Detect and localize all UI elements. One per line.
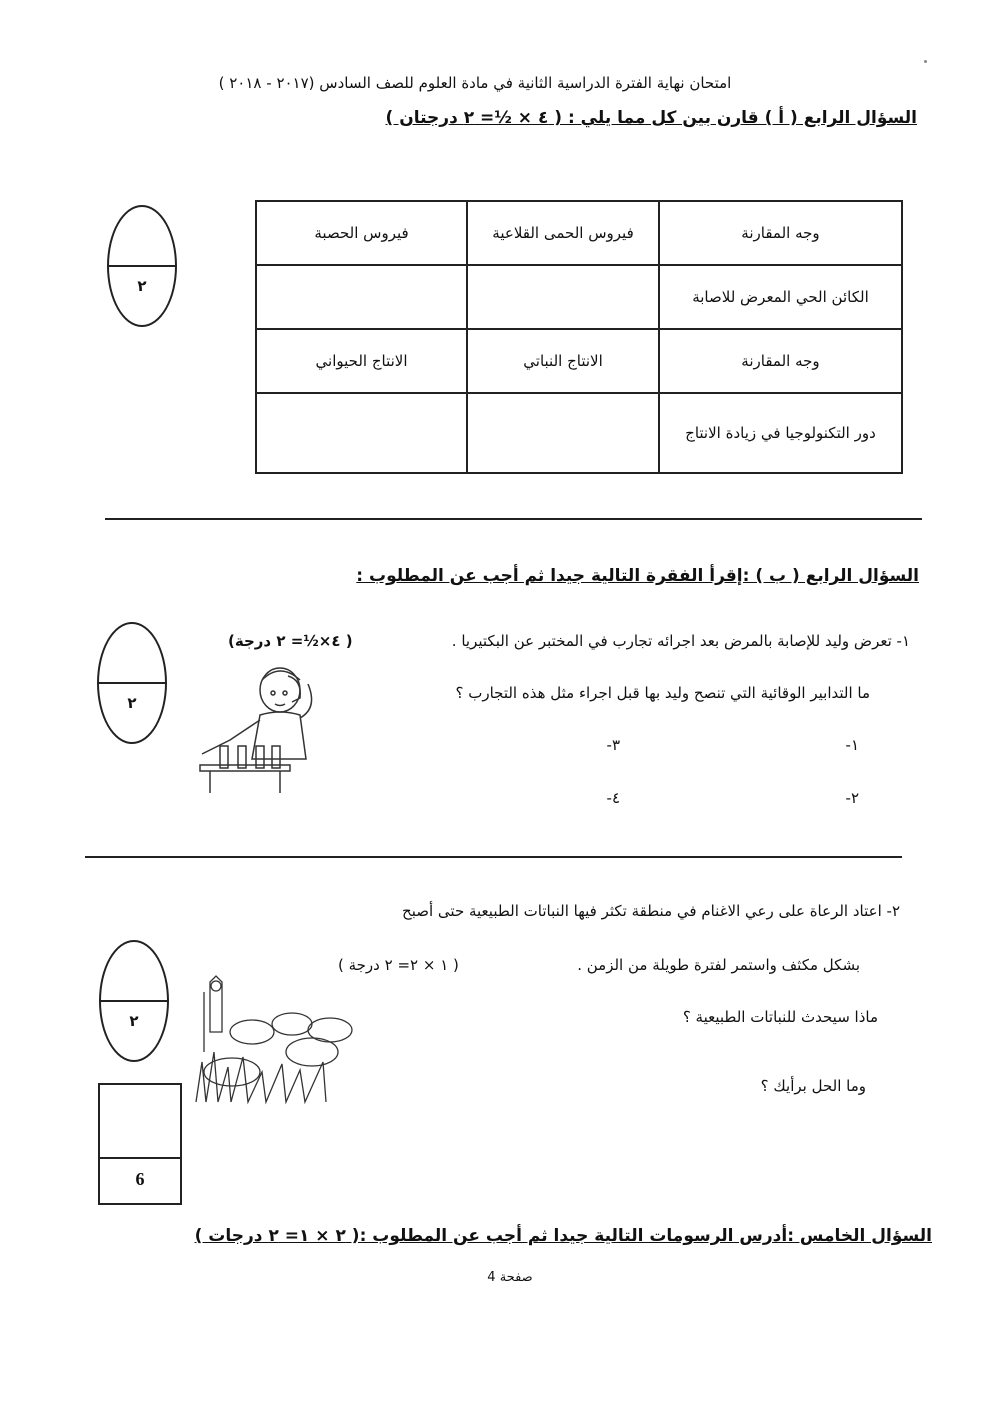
- table-cell: فيروس الحمى القلاعية: [467, 201, 659, 265]
- answer-cell[interactable]: [467, 265, 659, 329]
- table-cell: وجه المقارنة: [659, 201, 902, 265]
- answer-line-4[interactable]: ٤-: [606, 789, 620, 807]
- section-divider: [105, 518, 922, 520]
- score-value: ٢: [137, 277, 147, 295]
- answer-cell[interactable]: [467, 393, 659, 473]
- item2-question-1: ماذا سيحدث للنباتات الطبيعية ؟: [682, 1008, 878, 1026]
- score-oval-q4b-2: [99, 940, 169, 1062]
- score-divider: [101, 1000, 167, 1002]
- score-value: ٢: [127, 694, 137, 712]
- item2-statement-cont: بشكل مكثف واستمر لفترة طويلة من الزمن .: [577, 956, 860, 974]
- table-cell: وجه المقارنة: [659, 329, 902, 393]
- table-cell: الانتاج الحيواني: [256, 329, 467, 393]
- total-divider: [100, 1157, 180, 1159]
- score-divider: [109, 265, 175, 267]
- exam-title: امتحان نهاية الفترة الدراسية الثانية في مادة العلوم للصف السادس (٢٠١٧ - ٢٠١٨ ): [218, 74, 732, 92]
- score-oval-q4a: [107, 205, 177, 327]
- question-4a-title: السؤال الرابع ( أ ) قارن بين كل مما يلي : ( ٤ × ½= ٢ درجتان ): [385, 108, 917, 128]
- item1-statement: ١- تعرض وليد للإصابة بالمرض بعد اجرائه تجارب في المختبر عن البكتيريا .: [451, 632, 910, 650]
- scan-dot: [924, 60, 927, 63]
- table-row: [256, 329, 902, 393]
- answer-line-1[interactable]: ١-: [845, 736, 859, 754]
- item1-marks: ( ٤×½= ٢ درجة): [228, 632, 353, 650]
- score-divider: [99, 682, 165, 684]
- sick-boy-illustration: [180, 660, 330, 810]
- answer-cell[interactable]: [256, 393, 467, 473]
- item1-question: ما التدابير الوقائية التي تنصح وليد بها قبل اجراء مثل هذه التجارب ؟: [455, 684, 870, 702]
- table-row: [256, 265, 902, 329]
- grazing-sheep-illustration: [192, 972, 372, 1107]
- page-total-value: 6: [135, 1169, 145, 1189]
- score-oval-q4b-1: [97, 622, 167, 744]
- table-row: [256, 393, 902, 473]
- answer-cell[interactable]: [256, 265, 467, 329]
- page-number: صفحة 4: [487, 1270, 533, 1285]
- section-divider: [85, 856, 902, 858]
- question-5-title: السؤال الخامس :أدرس الرسومات التالية جيدا ثم أجب عن المطلوب :( ٢ × ١= ٢ درجات ): [194, 1226, 932, 1246]
- item2-statement: ٢- اعتاد الرعاة على رعي الاغنام في منطقة تكثر فيها النباتات الطبيعية حتى أصبح: [402, 902, 900, 920]
- table-cell: فيروس الحصبة: [256, 201, 467, 265]
- table-row: [256, 201, 902, 265]
- table-cell: دور التكنولوجيا في زيادة الانتاج: [659, 393, 902, 473]
- comparison-table: [255, 200, 903, 474]
- answer-line-3[interactable]: ٣-: [606, 736, 620, 754]
- table-cell: الانتاج النباتي: [467, 329, 659, 393]
- table-cell: الكائن الحي المعرض للاصابة: [659, 265, 902, 329]
- item2-marks: ( ١ × ٢= ٢ درجة ): [338, 956, 459, 974]
- question-4b-title: السؤال الرابع ( ب ) :إقرأ الفقرة التالية جيدا ثم أجب عن المطلوب :: [356, 566, 919, 586]
- answer-line-2[interactable]: ٢-: [845, 789, 859, 807]
- score-value: ٢: [129, 1012, 139, 1030]
- item2-question-2: وما الحل برأيك ؟: [760, 1077, 866, 1095]
- page-total-box: [98, 1083, 182, 1205]
